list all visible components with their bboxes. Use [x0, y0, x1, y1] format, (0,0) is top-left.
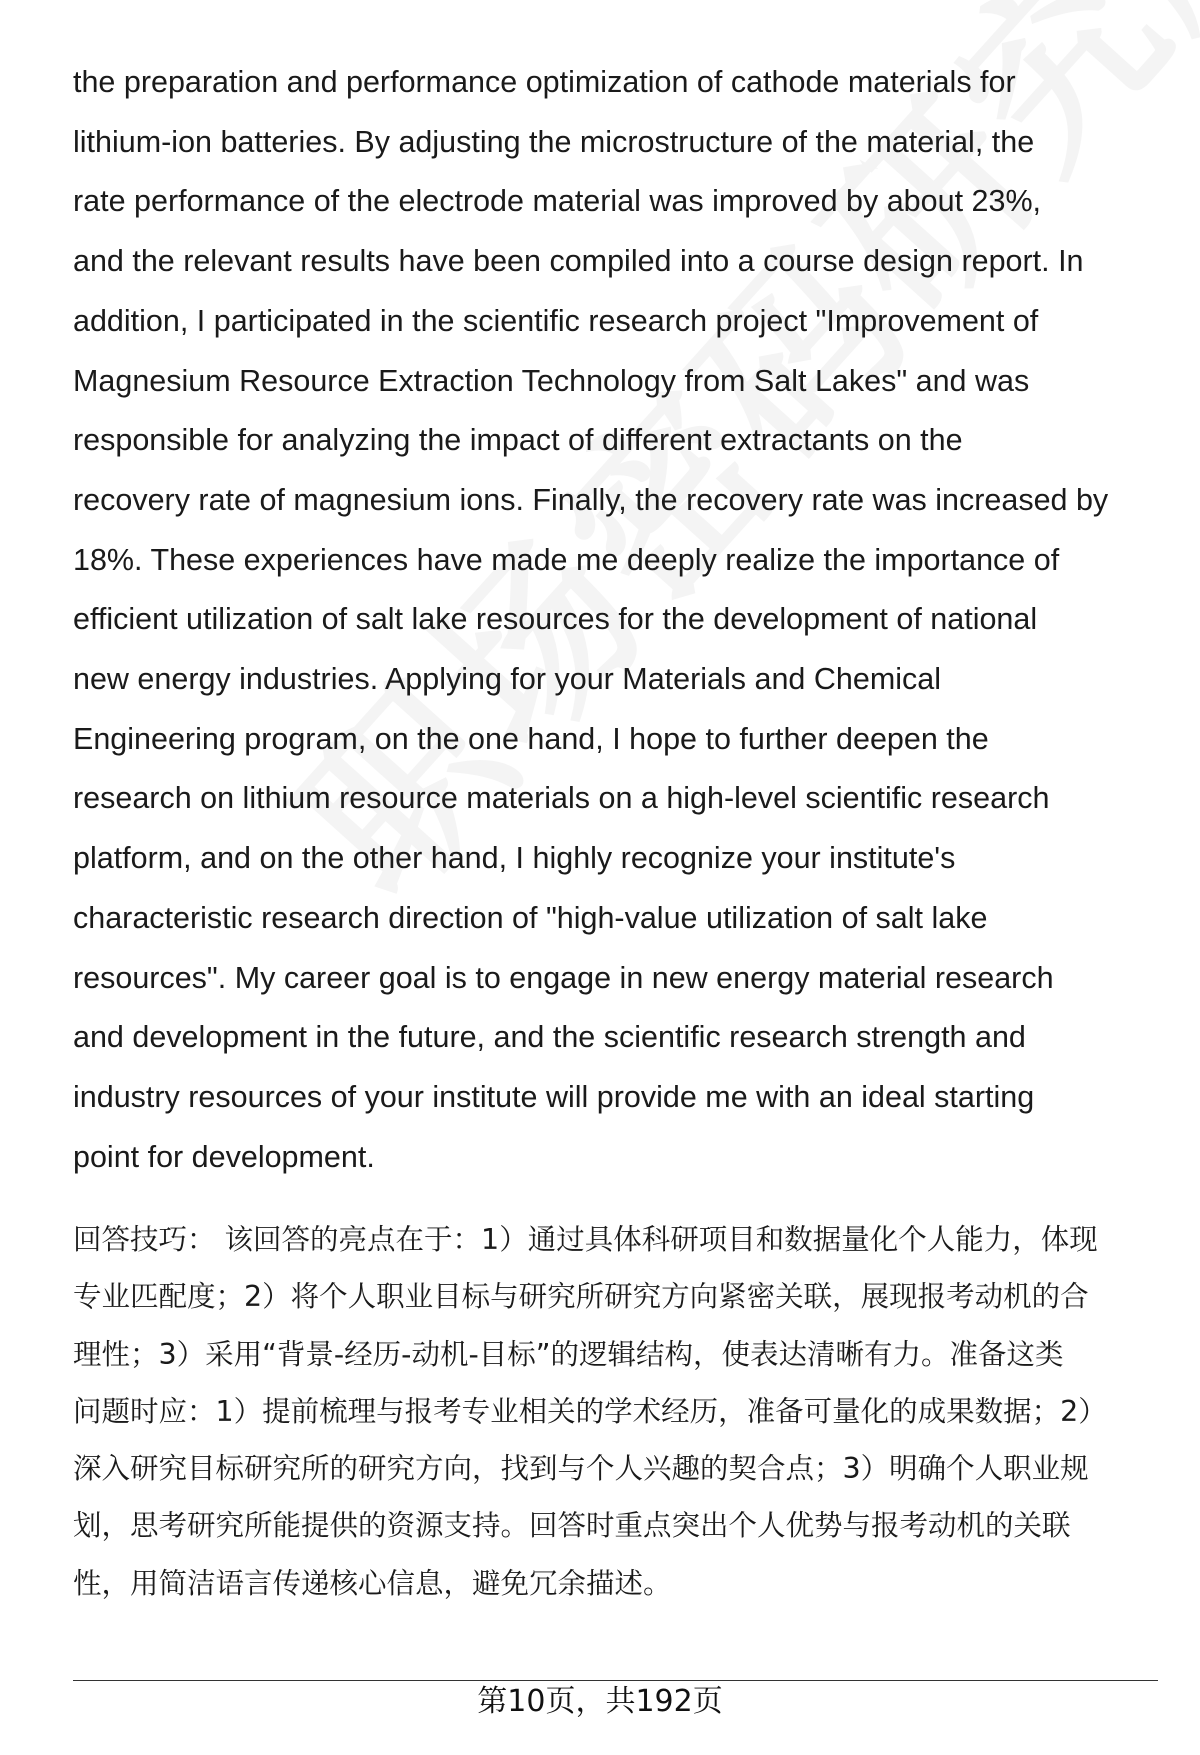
answer-line: resources". My career goal is to engage in new energy material research [73, 960, 1054, 995]
answer-line: and the relevant results have been compiled into a course design report. In [73, 244, 1084, 279]
answer-line: Engineering program, on the one hand, I hope to further deepen the [73, 721, 989, 756]
answer-line: rate performance of the electrode material was improved by about 23%, [73, 184, 1042, 219]
answer-line: characteristic research direction of "high-value utilization of salt lake [73, 900, 988, 935]
answer-line: Magnesium Resource Extraction Technology from Salt Lakes" and was [73, 363, 1030, 398]
answer-line: efficient utilization of salt lake resources for the development of national [73, 602, 1038, 637]
answer-line: recovery rate of magnesium ions. Finally, the recovery rate was increased by [73, 482, 1109, 517]
answer-line: lithium-ion batteries. By adjusting the microstructure of the material, the [73, 124, 1035, 159]
page-number: 第10页，共192页 [477, 1684, 723, 1719]
answer-line: industry resources of your institute will provide me with an ideal starting [73, 1079, 1035, 1114]
tips-line: 回答技巧： 该回答的亮点在于：1）通过具体科研项目和数据量化个人能力，体现 [73, 1223, 1098, 1256]
answer-line: point for development. [73, 1139, 375, 1174]
answer-line: addition, I participated in the scientific research project "Improvement of [73, 303, 1039, 338]
tips-line: 问题时应：1）提前梳理与报考专业相关的学术经历，准备可量化的成果数据；2） [73, 1394, 1107, 1428]
answer-line: new energy industries. Applying for your Materials and Chemical [73, 662, 941, 697]
tips-line: 深入研究目标研究所的研究方向，找到与个人兴趣的契合点；3）明确个人职业规 [73, 1452, 1089, 1486]
answer-line: research on lithium resource materials on a high-level scientific research [73, 781, 1050, 816]
tips-line: 性，用简洁语言传递核心信息，避免冗余描述。 [73, 1566, 672, 1600]
tips-line: 专业匹配度；2）将个人职业目标与研究所研究方向紧密关联，展现报考动机的合 [73, 1280, 1089, 1314]
answer-line: 18%. These experiences have made me deeply realize the importance of [73, 542, 1060, 577]
tips-line: 划，思考研究所能提供的资源支持。回答时重点突出个人优势与报考动机的关联 [73, 1509, 1071, 1543]
footer-divider [73, 1680, 1158, 1681]
tips-line: 理性；3）采用“背景-经历-动机-目标”的逻辑结构，使表达清晰有力。准备这类 [73, 1337, 1064, 1371]
answer-line: and development in the future, and the scientific research strength and [73, 1020, 1026, 1055]
answer-line: responsible for analyzing the impact of different extractants on the [73, 423, 963, 458]
answer-paragraph [73, 53, 1163, 1187]
answer-line: the preparation and performance optimization of cathode materials for [73, 65, 1016, 99]
answer-line: platform, and on the other hand, I highly recognize your institute's [73, 841, 956, 876]
answer-tips-paragraph [73, 1211, 1163, 1612]
